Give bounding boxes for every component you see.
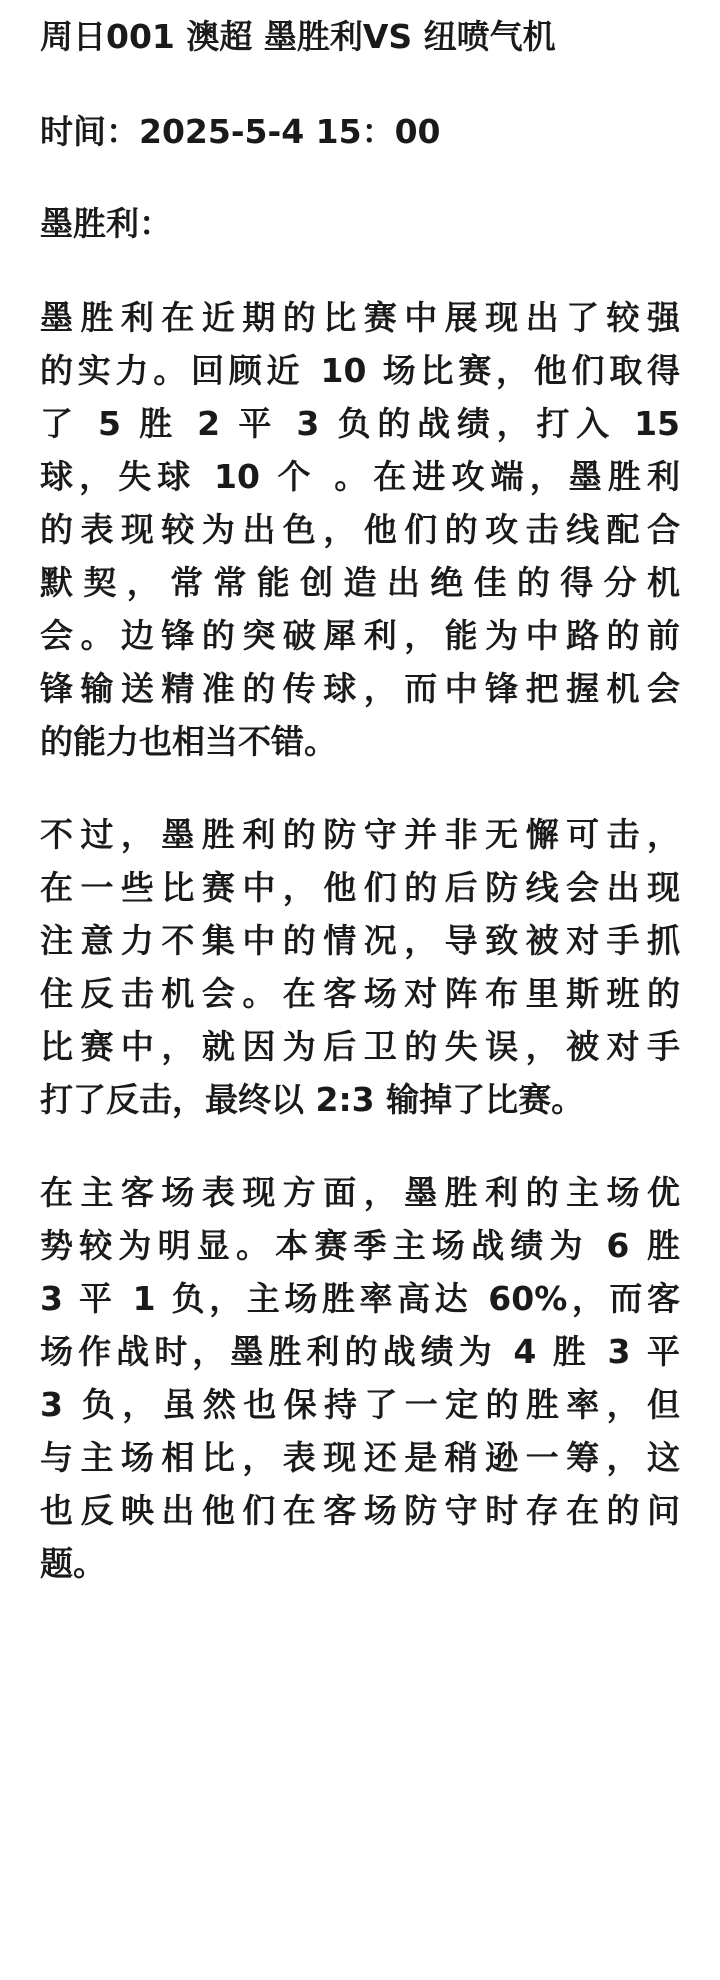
paragraph-3-line: 题。 xyxy=(40,1544,106,1583)
match-title: 周日001 澳超 墨胜利VS 纽喷气机 xyxy=(40,17,556,56)
paragraph-3-line: 场作战时，墨胜利的战绩为 4 胜 3 平 xyxy=(40,1332,680,1371)
paragraph-3-line: 势较为明显。本赛季主场战绩为 6 胜 xyxy=(40,1226,680,1265)
paragraph-3-line: 在主客场表现方面，墨胜利的主场优 xyxy=(40,1173,680,1212)
paragraph-1-line: 的能力也相当不错。 xyxy=(40,722,337,761)
paragraph-1-line: 球，失球 10 个 。在进攻端，墨胜利 xyxy=(40,457,680,496)
paragraph-1-line: 会。边锋的突破犀利，能为中路的前 xyxy=(40,616,680,655)
paragraph-1-line: 锋输送精准的传球，而中锋把握机会 xyxy=(40,669,680,708)
paragraph-3-line: 3 负，虽然也保持了一定的胜率，但 xyxy=(40,1385,680,1424)
paragraph-3-line: 与主场相比，表现还是稍逊一筹，这 xyxy=(40,1438,680,1477)
paragraph-2-line: 注意力不集中的情况，导致被对手抓 xyxy=(40,921,680,960)
paragraph-1-line: 墨胜利在近期的比赛中展现出了较强 xyxy=(40,298,680,337)
paragraph-1-line: 默契，常常能创造出绝佳的得分机 xyxy=(40,563,680,602)
paragraph-3-line: 3 平 1 负，主场胜率高达 60%，而客 xyxy=(40,1279,680,1318)
paragraph-1-line: 的表现较为出色，他们的攻击线配合 xyxy=(40,510,680,549)
paragraph-2-line: 不过，墨胜利的防守并非无懈可击， xyxy=(40,815,680,854)
paragraph-2-line: 打了反击，最终以 2:3 输掉了比赛。 xyxy=(40,1080,585,1119)
paragraph-2-line: 住反击机会。在客场对阵布里斯班的 xyxy=(40,974,680,1013)
paragraph-2-line: 在一些比赛中，他们的后防线会出现 xyxy=(40,868,680,907)
paragraph-1-line: 的实力。回顾近 10 场比赛，他们取得 xyxy=(40,351,680,390)
paragraph-2-line: 比赛中，就因为后卫的失误，被对手 xyxy=(40,1027,680,1066)
match-time: 时间：2025-5-4 15：00 xyxy=(40,112,441,151)
paragraph-1-line: 了 5 胜 2 平 3 负的战绩，打入 15 xyxy=(40,404,680,443)
paragraph-3-line: 也反映出他们在客场防守时存在的问 xyxy=(40,1491,680,1530)
team-heading: 墨胜利： xyxy=(40,204,172,243)
